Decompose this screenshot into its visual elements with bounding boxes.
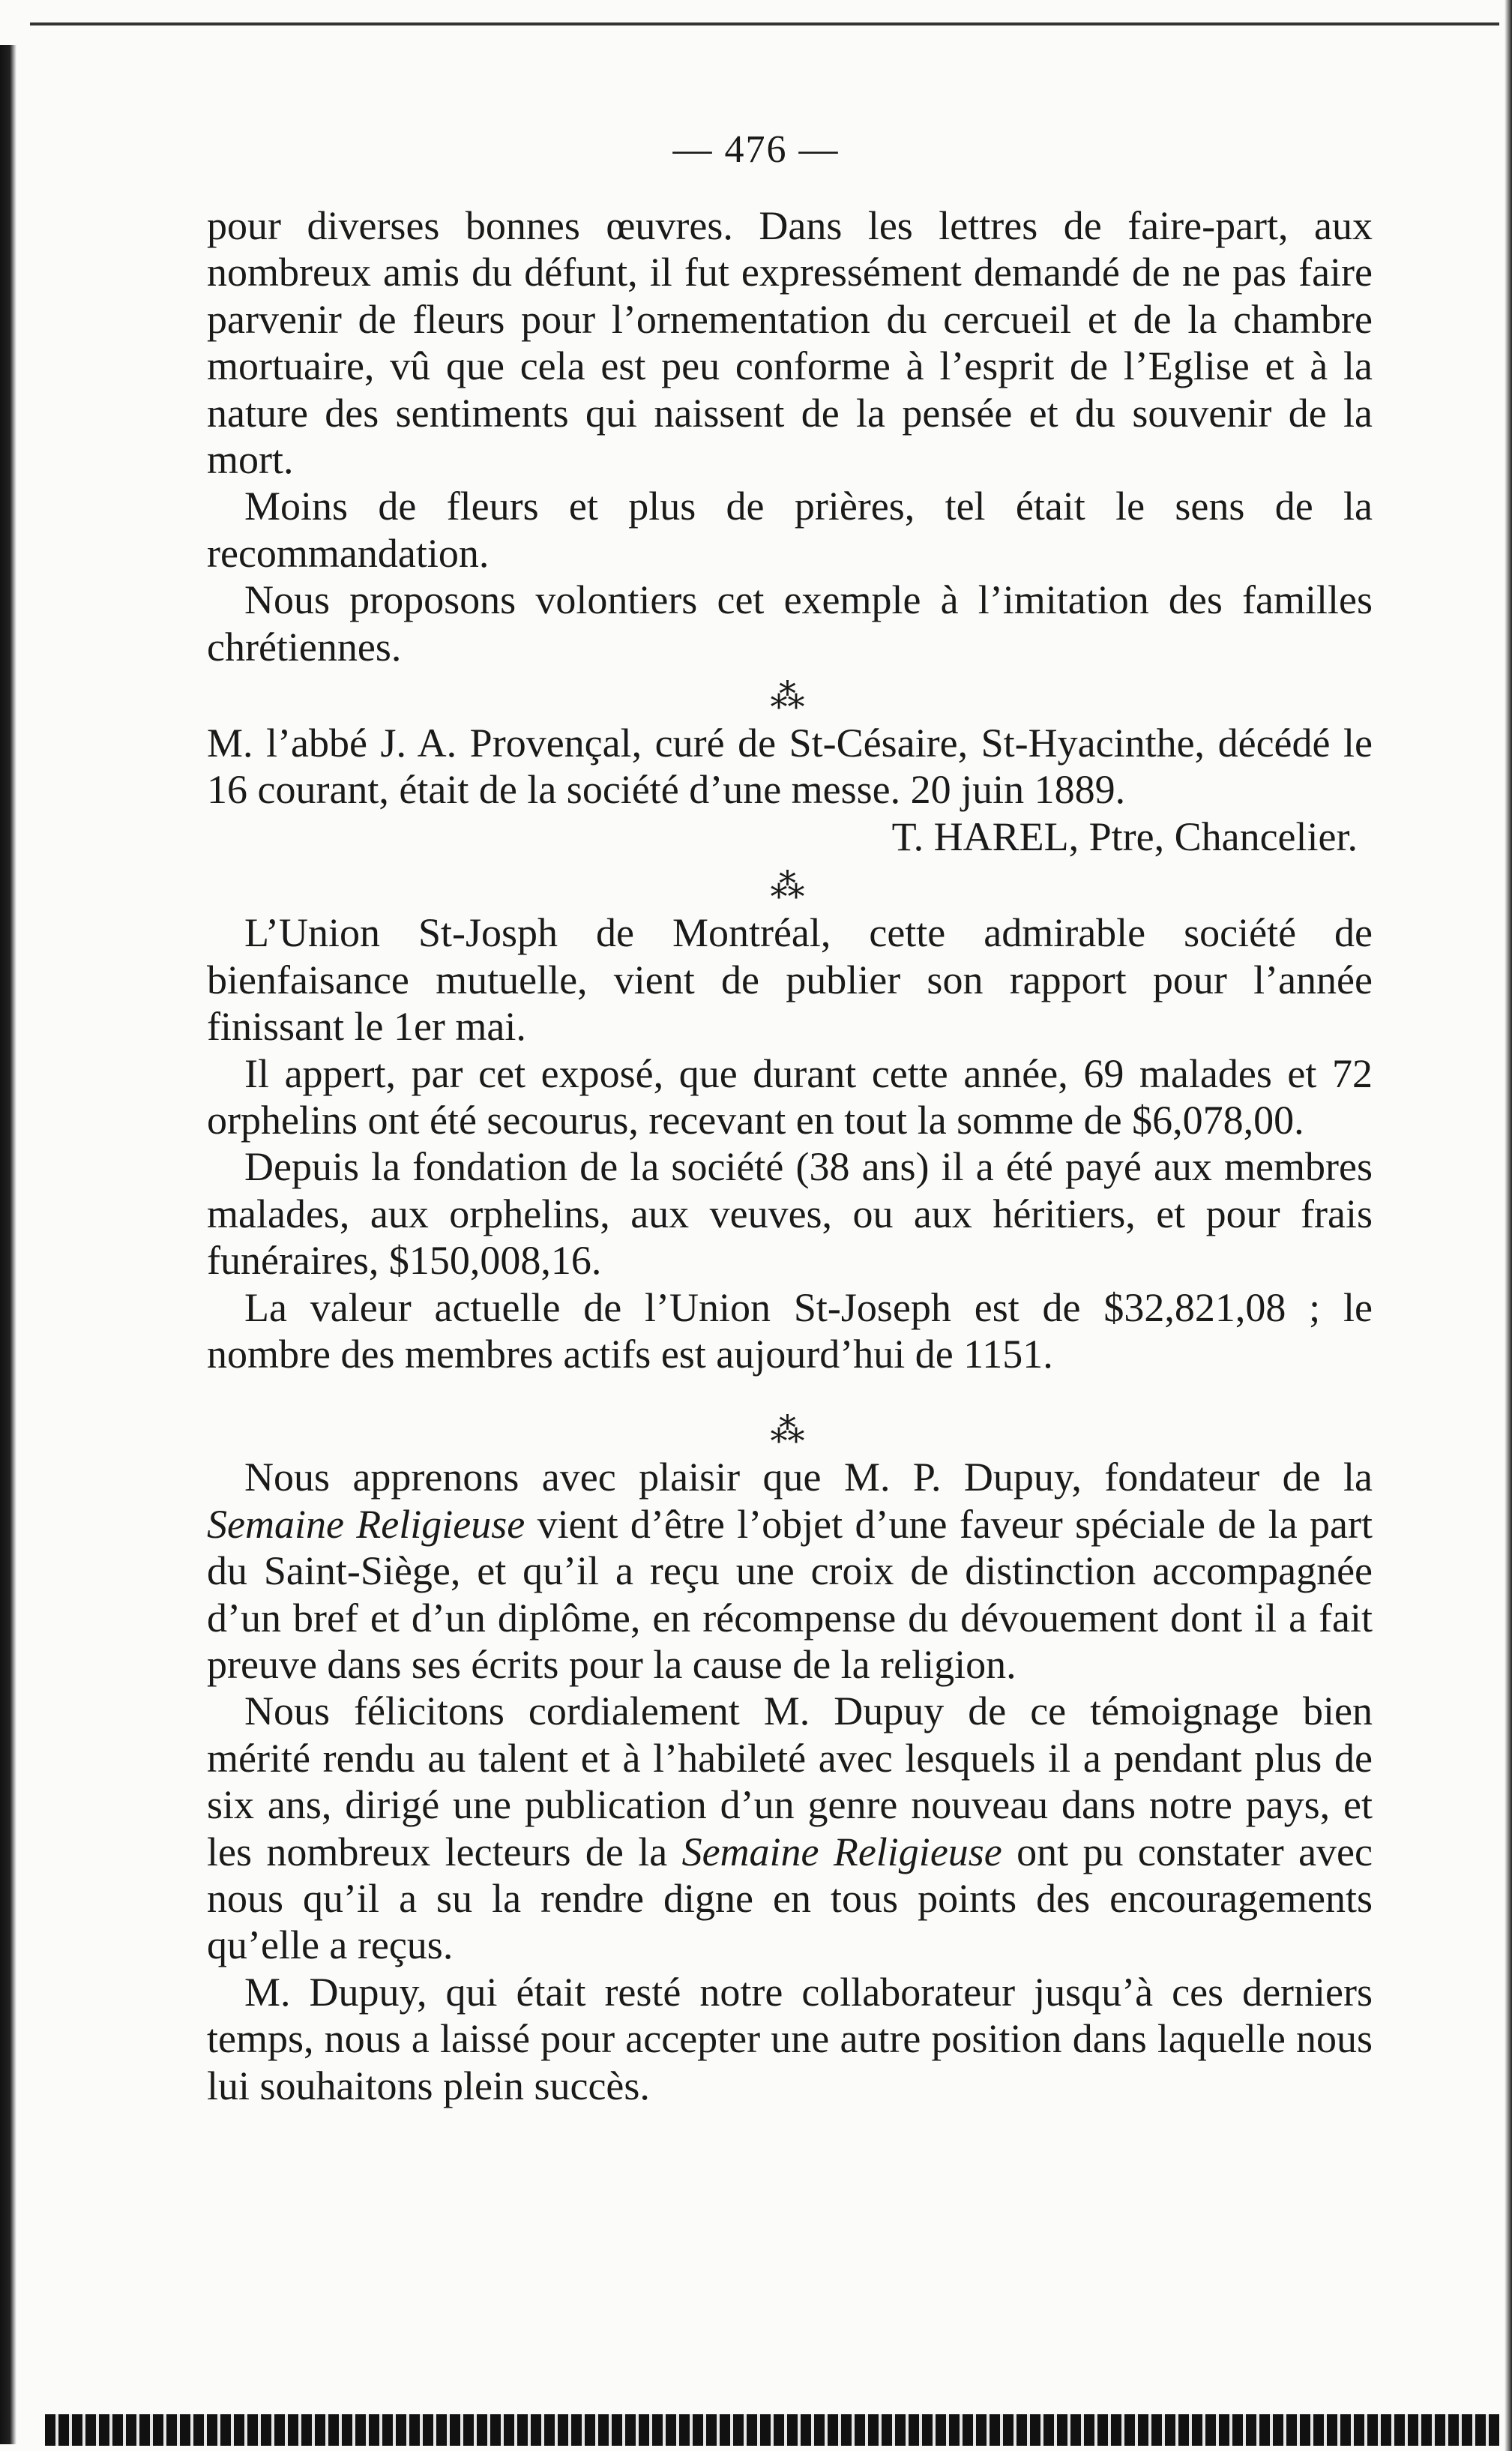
paragraph-example: Nous proposons volontiers cet exemple à l’imitation des familles chrétiennes. <box>207 577 1373 670</box>
paragraph-felicitations <box>207 1688 1373 1968</box>
paragraph-fondation: Depuis la fondation de la société (38 ans) il a été payé aux membres malades, aux orphelins, aux veuves, ou aux héritiers, et pour frais funéraires, $150,008,16. <box>207 1144 1373 1284</box>
publication-title: Semaine Religieuse <box>681 1829 1002 1874</box>
publication-title: Semaine Religieuse <box>207 1501 525 1547</box>
paragraph-obituary-continuation: pour diverses bonnes œuvres. Dans les lettres de faire-part, aux nombreux amis du défunt, il fut expressément demandé de ne pas faire parvenir de fleurs pour l’ornementation du cercueil et de la chambre mortuaire, vû que cela est peu conforme à l’esprit de l’Eglise et à la nature des sentiments qui naissent de la pensée et du souvenir de la mort. <box>207 203 1373 483</box>
scan-edge-top <box>30 22 1499 25</box>
asterism-separator: ⁂ <box>770 1411 810 1450</box>
scan-edge-right <box>1505 0 1512 2451</box>
scan-edge-bottom <box>45 2414 1499 2446</box>
paragraph-union-st-joseph: L’Union St-Josph de Montréal, cette admirable société de bienfaisance mutuelle, vient de publier son rapport pour l’année finissant le 1er mai. <box>207 910 1373 1050</box>
signature-chancelier: T. HAREL, Ptre, Chancelier. <box>891 814 1358 859</box>
paragraph-recommendation: Moins de fleurs et plus de prières, tel était le sens de la recommandation. <box>207 484 1373 576</box>
asterism-separator: ⁂ <box>770 677 810 716</box>
paragraph-text: ont pu constater avec nous qu’il a su la rendre digne en tous points des encouragements qu’elle a reçus. <box>207 1829 1373 1968</box>
paragraph-rapport-annee: Il appert, par cet exposé, que durant cette année, 69 malades et 72 orphelins ont été secourus, recevant en tout la somme de $6,078,00. <box>207 1050 1373 1143</box>
paragraph-valeur-actuelle: La valeur actuelle de l’Union St-Joseph est de $32,821,08 ; le nombre des membres actifs est aujourd’hui de 1151. <box>207 1284 1373 1377</box>
scan-edge-left <box>0 45 16 2444</box>
paragraph-text: vient d’être l’objet d’une faveur spéciale de la part du Saint-Siège, et qu’il a reçu une croix de distinction accompagnée d’un bref et d’un diplôme, en récompense du dévouement dont il a fait preuve dans ses écrits pour la cause de la religion. <box>207 1501 1373 1687</box>
paragraph-dupuy-faveur <box>207 1454 1373 1688</box>
paragraph-text: Nous félicitons cordialement M. Dupuy de ce témoignage bien mérité rendu au talent et à l’habileté avec lesquels il a pendant plus de six ans, dirigé une publication d’un genre nouveau dans notre pays, et les nombreux lecteurs de la <box>207 1688 1373 1874</box>
page-number: — 476 — <box>672 128 840 171</box>
page-text <box>207 202 1373 2109</box>
paragraph-text: Nous apprenons avec plaisir que M. P. Dupuy, fondateur de la <box>244 1455 1373 1500</box>
paragraph-dupuy-depart: M. Dupuy, qui était resté notre collaborateur jusqu’à ces derniers temps, nous a laissé pour accepter une autre position dans laquelle nous lui souhaitons plein succès. <box>207 1969 1373 2108</box>
asterism-separator: ⁂ <box>770 867 810 906</box>
paragraph-abbe-provencal: M. l’abbé J. A. Provençal, curé de St-Césaire, St-Hyacinthe, décédé le 16 courant, était de la société d’une messe. 20 juin 1889. <box>207 721 1373 813</box>
